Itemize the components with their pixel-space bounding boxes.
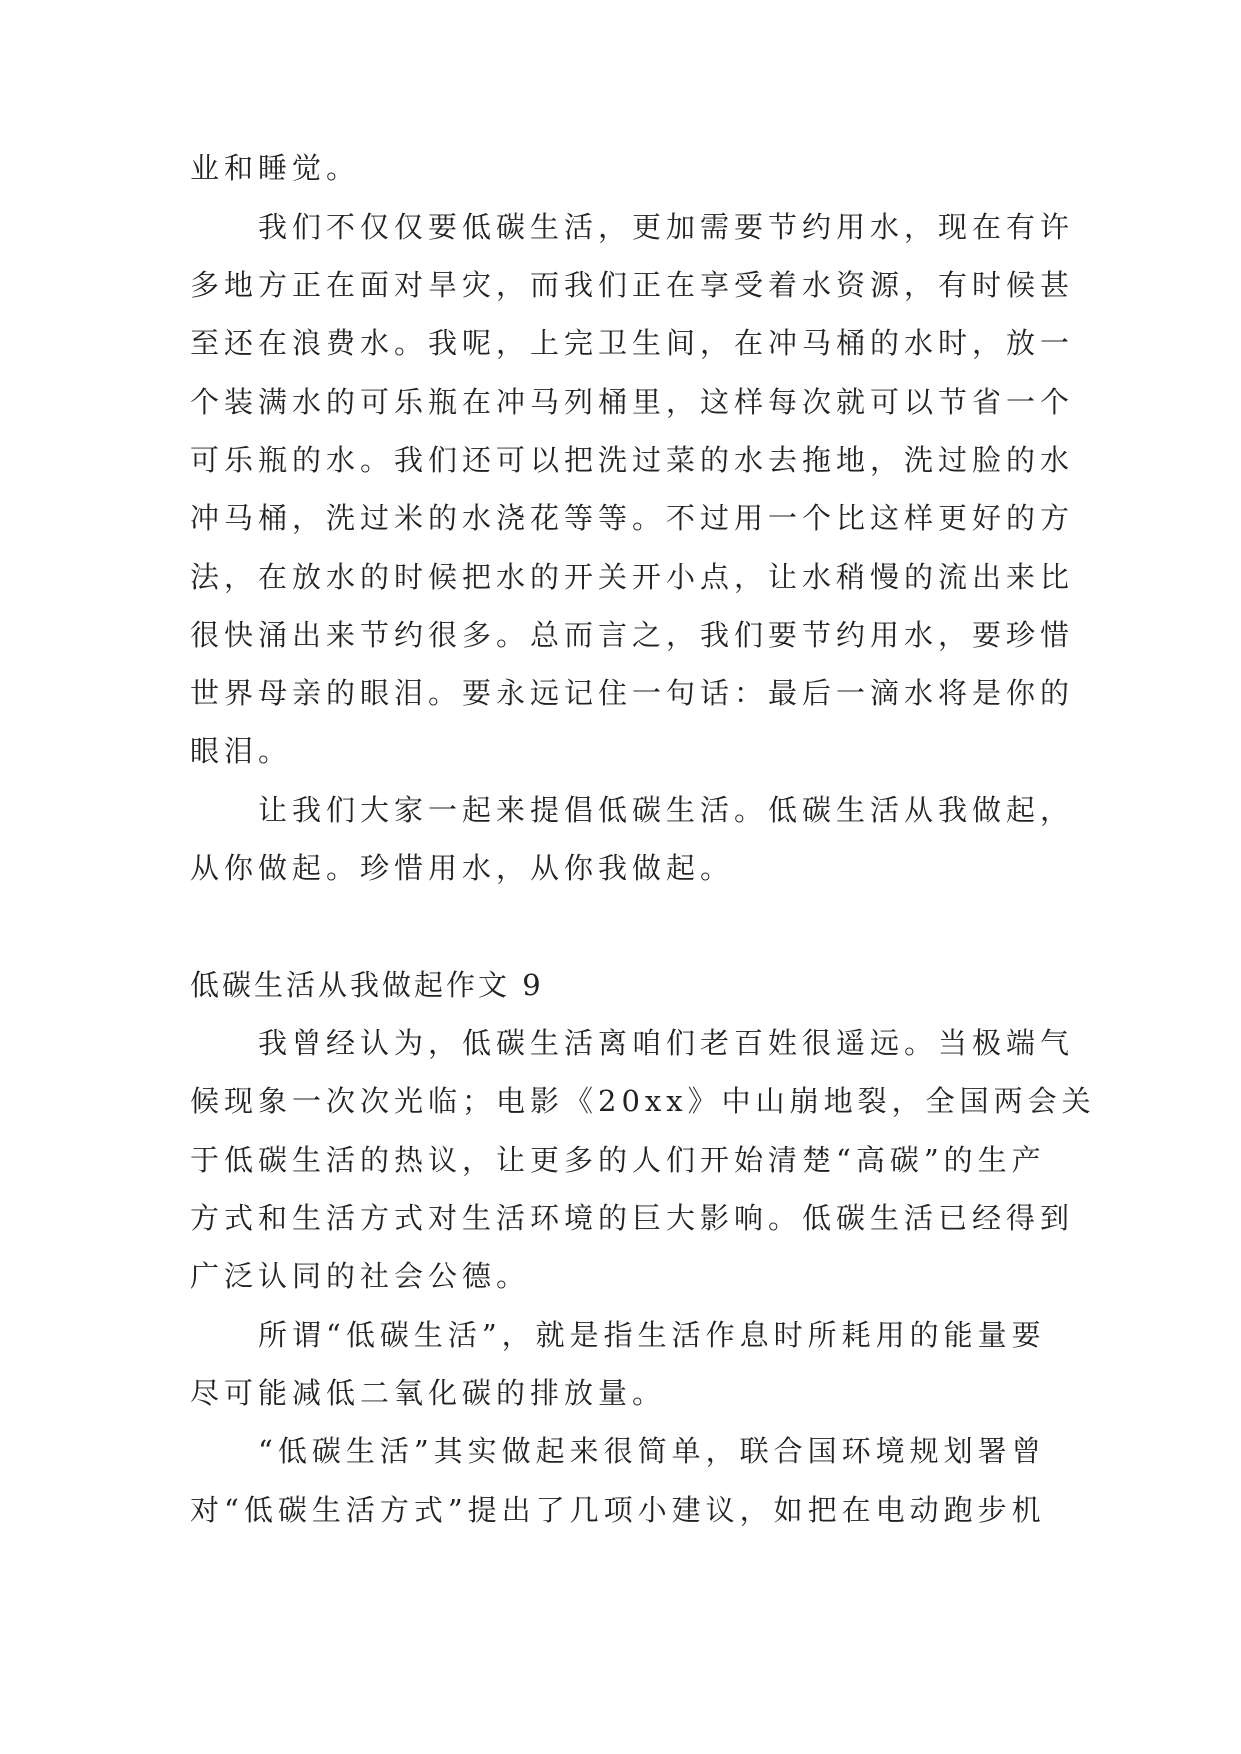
text-line: 冲马桶，洗过米的水浇花等等。不过用一个比这样更好的方 xyxy=(190,501,1075,535)
paragraph-first-line: 所谓“低碳生活”，就是指生活作息时所耗用的能量要 xyxy=(258,1318,1046,1352)
text-line: 多地方正在面对旱灾，而我们正在享受着水资源，有时候甚 xyxy=(190,268,1075,302)
text-line: 世界母亲的眼泪。要永远记住一句话：最后一滴水将是你的 xyxy=(190,676,1075,710)
text-line: 很快涌出来节约很多。总而言之，我们要节约用水，要珍惜 xyxy=(190,618,1075,652)
paragraph-first-line: 让我们大家一起来提倡低碳生活。低碳生活从我做起， xyxy=(258,793,1075,827)
text-line: 从你做起。珍惜用水，从你我做起。 xyxy=(190,851,735,885)
text-line: 眼泪。 xyxy=(190,734,293,768)
paragraph-first-line: “低碳生活”其实做起来很简单，联合国环境规划署曾 xyxy=(258,1434,1046,1468)
text-line: 至还在浪费水。我呢，上完卫生间，在冲马桶的水时，放一 xyxy=(190,326,1075,360)
text-line: 对“低碳生活方式”提出了几项小建议，如把在电动跑步机 xyxy=(190,1493,1046,1527)
text-line: 尽可能减低二氧化碳的排放量。 xyxy=(190,1376,667,1410)
text-line: 广泛认同的社会公德。 xyxy=(190,1259,531,1293)
text-line: 法，在放水的时候把水的开关开小点，让水稍慢的流出来比 xyxy=(190,560,1075,594)
text-line: 业和睡觉。 xyxy=(190,151,361,185)
paragraph-first-line: 我们不仅仅要低碳生活，更加需要节约用水，现在有许 xyxy=(258,210,1075,244)
text-line: 可乐瓶的水。我们还可以把洗过菜的水去拖地，洗过脸的水 xyxy=(190,443,1075,477)
text-line: 方式和生活方式对生活环境的巨大影响。低碳生活已经得到 xyxy=(190,1201,1075,1235)
text-line: 个装满水的可乐瓶在冲马列桶里，这样每次就可以节省一个 xyxy=(190,385,1075,419)
text-line: 候现象一次次光临；电影《20xx》中山崩地裂，全国两会关 xyxy=(190,1084,1096,1118)
text-line: 于低碳生活的热议，让更多的人们开始清楚“高碳”的生产 xyxy=(190,1143,1046,1177)
paragraph-first-line: 我曾经认为，低碳生活离咱们老百姓很遥远。当极端气 xyxy=(258,1026,1075,1060)
section-heading: 低碳生活从我做起作文 9 xyxy=(190,968,544,1002)
